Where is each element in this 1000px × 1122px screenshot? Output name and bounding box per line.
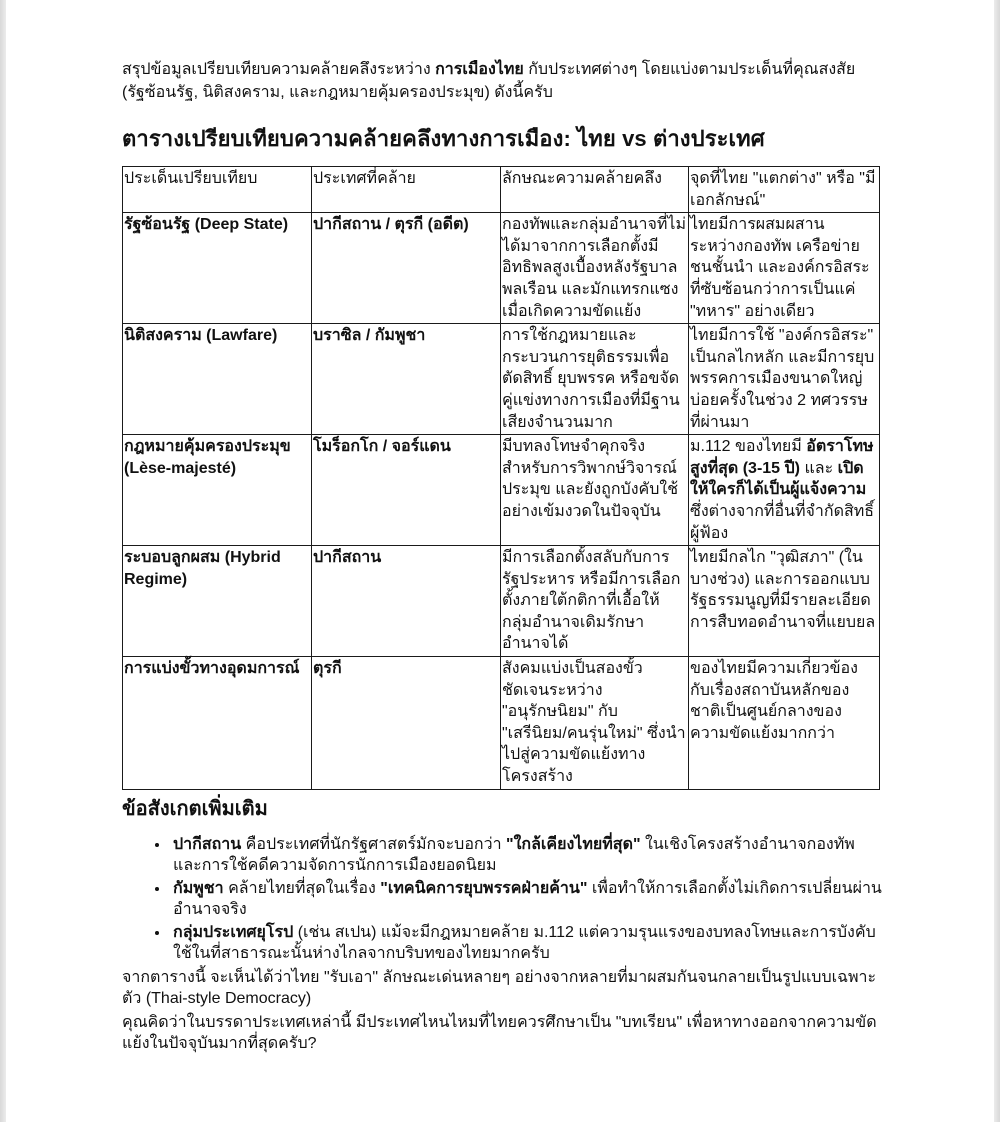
difference-emphasis: อัตราโทษสูงที่สุด (3-15 ปี) xyxy=(690,438,874,477)
note-emphasis: กลุ่มประเทศยุโรป xyxy=(173,923,294,941)
header-similarity: ลักษณะความคล้ายคลึง xyxy=(501,167,689,213)
note-text: คือประเทศที่นักรัฐศาสตร์มักจะบอกว่า xyxy=(241,835,507,853)
document-page xyxy=(122,58,882,1055)
page-edge-left xyxy=(0,0,6,1122)
page-edge-right xyxy=(994,0,1000,1122)
note-text: คล้ายไทยที่สุดในเรื่อง xyxy=(223,879,381,897)
difference-text: ไทยมีการใช้ "องค์กรอิสระ" เป็นกลไกหลัก และมีการยุบพรรคการเมืองขนาดใหญ่บ่อยครั้งในช่วง 2 ทศวรรษที่ผ่านมา xyxy=(690,327,875,431)
cell-difference xyxy=(689,324,880,435)
intro-paragraph xyxy=(122,58,882,104)
header-topic: ประเด็นเปรียบเทียบ xyxy=(123,167,312,213)
difference-text: ซึ่งต่างจากที่อื่นที่จำกัดสิทธิ์ผู้ฟ้อง xyxy=(690,502,875,542)
cell-similarity: การใช้กฎหมายและกระบวนการยุติธรรมเพื่อตัดสิทธิ์ ยุบพรรค หรือขจัดคู่แข่งทางการเมืองที่มีฐานเสียงจำนวนมาก xyxy=(501,324,689,435)
difference-text: ไทยมีกลไก "วุฒิสภา" (ในบางช่วง) และการออกแบบรัฐธรรมนูญที่มีรายละเอียดการสืบทอดอำนาจที่แยบยล xyxy=(690,549,876,631)
note-item xyxy=(170,922,882,965)
cell-topic: กฎหมายคุ้มครองประมุข (Lèse-majesté) xyxy=(123,435,312,546)
cell-country: บราซิล / กัมพูชา xyxy=(312,324,501,435)
note-text: ในเชิงโครงสร้างอำนาจกองทัพและการใช้คดีความจัดการนักการเมืองยอดนิยม xyxy=(173,835,855,875)
cell-similarity: มีการเลือกตั้งสลับกับการรัฐประหาร หรือมีการเลือกตั้งภายใต้กติกาที่เอื้อให้กลุ่มอำนาจเดิมรักษาอำนาจได้ xyxy=(501,546,689,657)
cell-difference xyxy=(689,546,880,657)
cell-country: โมร็อกโก / จอร์แดน xyxy=(312,435,501,546)
note-item xyxy=(170,878,882,921)
cell-topic: ระบอบลูกผสม (Hybrid Regime) xyxy=(123,546,312,657)
difference-emphasis: เปิดให้ใครก็ได้เป็นผู้แจ้งความ xyxy=(690,459,867,499)
note-emphasis: กัมพูชา xyxy=(173,879,224,897)
note-item xyxy=(170,834,882,877)
cell-country: ตุรกี xyxy=(312,657,501,790)
cell-country: ปากีสถาน / ตุรกี (อดีต) xyxy=(312,213,501,324)
cell-topic: นิติสงคราม (Lawfare) xyxy=(123,324,312,435)
cell-difference xyxy=(689,213,880,324)
note-emphasis: ปากีสถาน xyxy=(173,835,242,853)
table-row xyxy=(123,435,880,546)
header-difference: จุดที่ไทย "แตกต่าง" หรือ "มีเอกลักษณ์" xyxy=(689,167,880,213)
intro-text-2: กับประเทศต่างๆ โดยแบ่งตามประเด็นที่คุณสงสัย (รัฐซ้อนรัฐ, นิติสงคราม, และกฎหมายคุ้มครองประมุข) ดังนี้ครับ xyxy=(122,61,856,101)
note-emphasis: "เทคนิคการยุบพรรคฝ่ายค้าน" xyxy=(380,879,588,897)
cell-difference xyxy=(689,435,880,546)
table-header-row xyxy=(123,167,880,213)
table-title: ตารางเปรียบเทียบความคล้ายคลึงทางการเมือง: ไทย vs ต่างประเทศ xyxy=(122,126,765,151)
comparison-table xyxy=(122,166,880,790)
intro-text-1: สรุปข้อมูลเปรียบเทียบความคล้ายคลึงระหว่าง xyxy=(122,61,436,78)
cell-similarity: สังคมแบ่งเป็นสองขั้วชัดเจนระหว่าง "อนุรักษนิยม" กับ "เสรีนิยม/คนรุ่นใหม่" ซึ่งนำไปสู่ความขัดแย้งทางโครงสร้าง xyxy=(501,657,689,790)
closing-paragraph-1: จากตารางนี้ จะเห็นได้ว่าไทย "รับเอา" ลักษณะเด่นหลายๆ อย่างจากหลายที่มาผสมกันจนกลายเป็นรูปแบบเฉพาะตัว (Thai-style Democracy) xyxy=(122,968,877,1008)
note-emphasis: "ใกล้เคียงไทยที่สุด" xyxy=(506,835,641,853)
difference-text: และ xyxy=(800,459,838,477)
header-country: ประเทศที่คล้าย xyxy=(312,167,501,213)
note-text: เพื่อทำให้การเลือกตั้งไม่เกิดการเปลี่ยนผ่านอำนาจจริง xyxy=(173,879,882,919)
cell-topic: การแบ่งขั้วทางอุดมการณ์ xyxy=(123,657,312,790)
notes-list xyxy=(122,834,882,965)
table-row xyxy=(123,546,880,657)
difference-text: ม.112 ของไทยมี xyxy=(690,438,807,456)
table-row xyxy=(123,657,880,790)
cell-similarity: กองทัพและกลุ่มอำนาจที่ไม่ได้มาจากการเลือกตั้งมีอิทธิพลสูงเบื้องหลังรัฐบาลพลเรือน และมักแทรกแซงเมื่อเกิดความขัดแย้ง xyxy=(501,213,689,324)
cell-similarity: มีบทลงโทษจำคุกจริงสำหรับการวิพากษ์วิจารณ์ประมุข และยังถูกบังคับใช้อย่างเข้มงวดในปัจจุบัน xyxy=(501,435,689,546)
cell-difference xyxy=(689,657,880,790)
cell-topic: รัฐซ้อนรัฐ (Deep State) xyxy=(123,213,312,324)
closing-question: คุณคิดว่าในบรรดาประเทศเหล่านี้ มีประเทศไหนไหมที่ไทยควรศึกษาเป็น "บทเรียน" เพื่อหาทางออกจากความขัดแย้งในปัจจุบันมากที่สุดครับ? xyxy=(122,1013,877,1053)
difference-text: ของไทยมีความเกี่ยวข้องกับเรื่องสถาบันหลักของชาติเป็นศูนย์กลางของความขัดแย้งมากกว่า xyxy=(690,660,858,742)
difference-text: ไทยมีการผสมผสานระหว่างกองทัพ เครือข่ายชนชั้นนำ และองค์กรอิสระที่ซับซ้อนกว่าการเป็นแค่ "ทหาร" อย่างเดียว xyxy=(690,216,870,320)
intro-bold-term: การเมืองไทย xyxy=(435,61,524,78)
table-row xyxy=(123,324,880,435)
note-text: (เช่น สเปน) แม้จะมีกฎหมายคล้าย ม.112 แต่ความรุนแรงของบทลงโทษและการบังคับใช้ในที่สาธารณะนั้นห่างไกลจากบริบทของไทยมากครับ xyxy=(173,923,876,963)
notes-title: ข้อสังเกตเพิ่มเติม xyxy=(122,797,268,820)
table-row xyxy=(123,213,880,324)
cell-country: ปากีสถาน xyxy=(312,546,501,657)
